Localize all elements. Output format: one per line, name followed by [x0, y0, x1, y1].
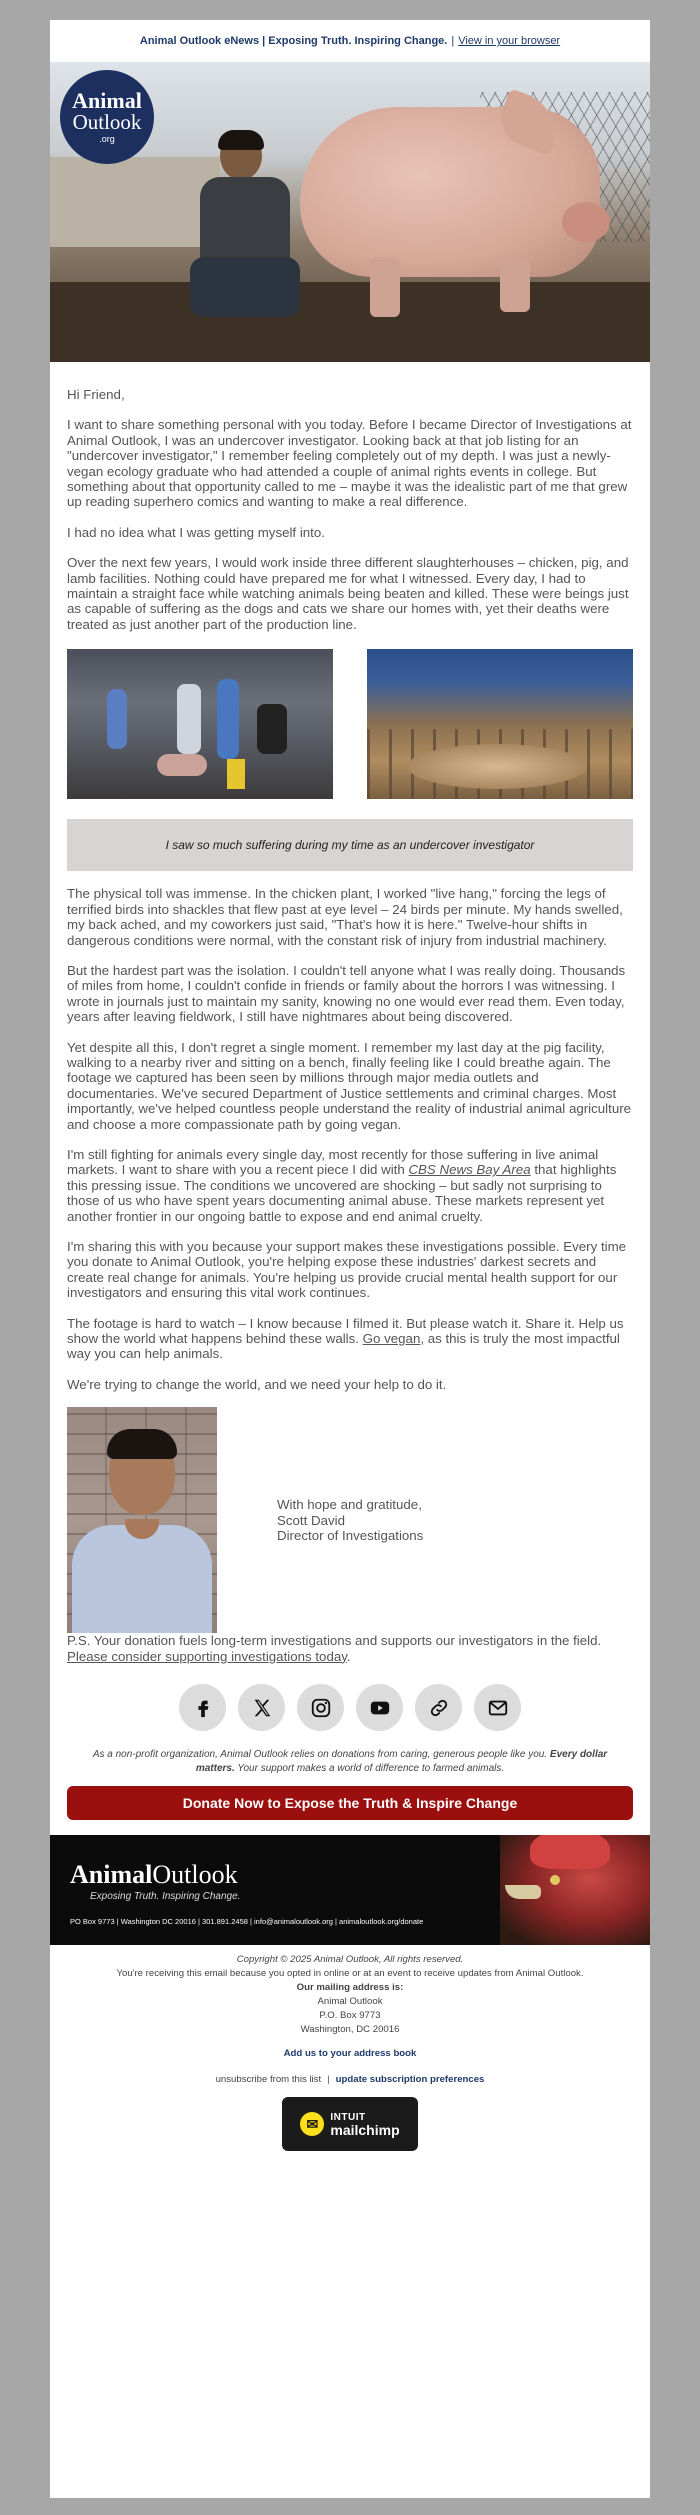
- paragraph-6: Yet despite all this, I don't regret a single moment. I remember my last day at the pig facility, walking to a nearby river and sitting on a bench, finally feeling like I could breathe again. The footage we captured has been seen by millions through major media outlets and documentaries. We've secured Department of Justice settlements and criminal charges. Most importantly, we've helped countless people understand the reality of industrial animal agriculture and choose a more compassionate path by going vegan.: [67, 1039, 632, 1132]
- paragraph-1: I want to share something personal with you today. Before I became Director of Investigations at Animal Outlook, I was an undercover investigator. Looking back at that job listing for an "undercover investigator," I remember feeling completely out of my depth. I was just a newly-vegan ecology graduate who had attended a couple of animal rights events in college. But something about that opportunity called to me – maybe it was the idealistic part of me that grew up reading superhero comics and wanting to make a real difference.: [67, 417, 632, 510]
- signer-title: Director of Investigations: [277, 1527, 424, 1543]
- address-line-2: P.O. Box 9773: [319, 2010, 381, 2022]
- postscript: P.S. Your donation fuels long-term investigations and supports our investigators in the field. Please consider supporting investigations today.: [67, 1633, 602, 1664]
- address-line-3: Washington, DC 20016: [300, 2024, 400, 2036]
- rooster-image: [500, 1835, 650, 1945]
- logo-line-1: Animal: [72, 88, 142, 113]
- hero-pig-snout: [562, 202, 610, 242]
- go-vegan-link[interactable]: Go vegan: [362, 1331, 421, 1347]
- x-icon[interactable]: [238, 1684, 285, 1731]
- hero-person-torso: [200, 177, 290, 262]
- photo-row: [67, 649, 633, 799]
- mailchimp-badge[interactable]: [282, 2097, 418, 2151]
- donate-button[interactable]: Donate Now to Expose the Truth & Inspire Change: [67, 1786, 633, 1820]
- hero-ground: [50, 282, 650, 362]
- youtube-icon[interactable]: [356, 1684, 403, 1731]
- hero-person-legs: [190, 257, 300, 317]
- copyright: Copyright © 2025 Animal Outlook, All rights reserved.: [236, 1954, 464, 1966]
- subscription-links: unsubscribe from this list | update subscription preferences: [215, 2074, 485, 2086]
- signature-text: [217, 1497, 423, 1543]
- mailing-address-label: Our mailing address is:: [296, 1982, 404, 1994]
- footer-tagline: Exposing Truth. Inspiring Change.: [90, 1891, 241, 1903]
- signer-name: Scott David: [277, 1512, 345, 1528]
- nonprofit-notice: As a non-profit organization, Animal Outlook relies on donations from caring, generous people like you. Every dollar matters. Your support makes a world of difference to farmed animals.: [92, 1749, 608, 1775]
- preheader-separator: |: [451, 35, 455, 47]
- paragraph-9: The footage is hard to watch – I know because I filmed it. But please watch it. Share it. Help us show the world what happens behind these walls. Go vegan, as this is truly the most impactful way you can help animals.: [67, 1315, 624, 1362]
- email-container: [50, 20, 650, 2498]
- paragraph-8: I'm sharing this with you because your support makes these investigations possible. Every time you donate to Animal Outlook, you're helping expose these industries' darkest secrets and create real change for animals. You're helping us provide crucial mental health support for our investigators and ensuring this vital work continues.: [67, 1239, 627, 1301]
- paragraph-4: The physical toll was immense. In the chicken plant, I worked "live hang," forcing the legs of terrified birds into shackles that flew past at eye level – 24 birds per minute. My hands swelled, my back ached, and my coworkers just said, "That's how it is here." Twelve-hour shifts in dangerous conditions were normal, with the constant risk of injury from industrial machinery.: [67, 886, 623, 948]
- footer-brand[interactable]: AnimalOutlook: [70, 1860, 238, 1890]
- paragraph-3: Over the next few years, I would work inside three different slaughterhouses – chicken, pig, and lamb facilities. Nothing could have prepared me for what I witnessed. Every day, I had to maintain a straight face while watching animals being beaten and killed. These were beings just as capable of suffering as the dogs and cats we share our homes with, yet their deaths were treated as just another part of the production line.: [67, 555, 629, 632]
- hero-pig-leg: [500, 257, 530, 312]
- footer-contact-line: PO Box 9773 | Washington DC 20016 | 301.891.2458 | info@animaloutlook.org | animaloutlook.org/donate: [70, 1917, 424, 1927]
- opt-in-reason: You're receiving this email because you opted in online or at an event to receive updates from Animal Outlook.: [116, 1968, 584, 1980]
- support-investigations-link[interactable]: Please consider supporting investigations today: [67, 1648, 347, 1664]
- mailchimp-icon: ✉: [300, 2112, 324, 2136]
- instagram-icon[interactable]: [297, 1684, 344, 1731]
- photo-caption: I saw so much suffering during my time as an undercover investigator: [67, 819, 633, 871]
- add-to-address-book-link[interactable]: Add us to your address book: [283, 2048, 417, 2060]
- greeting: Hi Friend,: [67, 387, 125, 402]
- scott-david-portrait: [67, 1407, 217, 1633]
- social-links: [50, 1684, 650, 1731]
- view-in-browser-link[interactable]: View in your browser: [458, 35, 561, 47]
- mailchimp-line-2: mailchimp: [330, 2122, 400, 2139]
- slaughterhouse-workers-photo: [67, 649, 333, 799]
- facebook-icon[interactable]: [179, 1684, 226, 1731]
- hero-image: [50, 62, 650, 362]
- hero-pig-leg: [370, 257, 400, 317]
- hero-person-hair: [218, 130, 264, 150]
- preheader: [50, 20, 650, 62]
- logo-line-2: Outlook: [72, 110, 142, 134]
- letter-body: [50, 362, 650, 1664]
- paragraph-10: We're trying to change the world, and we need your help to do it.: [67, 1376, 447, 1392]
- footer-banner: [50, 1835, 650, 1945]
- link-icon[interactable]: [415, 1684, 462, 1731]
- legal-footer: [50, 1953, 650, 2087]
- paragraph-5: But the hardest part was the isolation. I couldn't tell anyone what I was really doing. Thousands of miles from home, I couldn't confide in friends or family about the horrors I was witnessing. I wrote in journals just to maintain my sanity, knowing no one would ever read them. Even today, years after leaving fieldwork, I still have nightmares about being discovered.: [67, 962, 626, 1025]
- hero-barn: [50, 157, 220, 247]
- hero-pig: [300, 107, 600, 277]
- email-icon[interactable]: [474, 1684, 521, 1731]
- logo-line-3: .org: [99, 134, 115, 144]
- signoff: With hope and gratitude,: [277, 1497, 422, 1513]
- paragraph-2: I had no idea what I was getting myself into.: [67, 524, 325, 540]
- hero-person: [200, 132, 280, 322]
- mailchimp-line-1: INTUIT: [330, 2112, 366, 2124]
- animal-outlook-logo[interactable]: [60, 70, 154, 164]
- update-preferences-link[interactable]: update subscription preferences: [335, 2074, 485, 2086]
- signature-block: [67, 1407, 633, 1633]
- cbs-news-link[interactable]: CBS News Bay Area: [408, 1162, 531, 1178]
- livestock-pen-photo: [367, 649, 633, 799]
- paragraph-7: I'm still fighting for animals every single day, most recently for those suffering in live animal markets. I want to share with you a recent piece I did with CBS News Bay Area that highlights this pressing issue. The conditions we uncovered are shocking – but sadly not surprising to those of us who have spent years documenting animal abuse. These markets represent yet another frontier in our ongoing battle to expose and end animal cruelty.: [67, 1146, 617, 1224]
- address-line-1: Animal Outlook: [317, 1996, 383, 2008]
- preheader-tagline: Animal Outlook eNews | Exposing Truth. Inspiring Change.: [139, 35, 448, 47]
- unsubscribe-link[interactable]: unsubscribe from this list: [215, 2074, 322, 2086]
